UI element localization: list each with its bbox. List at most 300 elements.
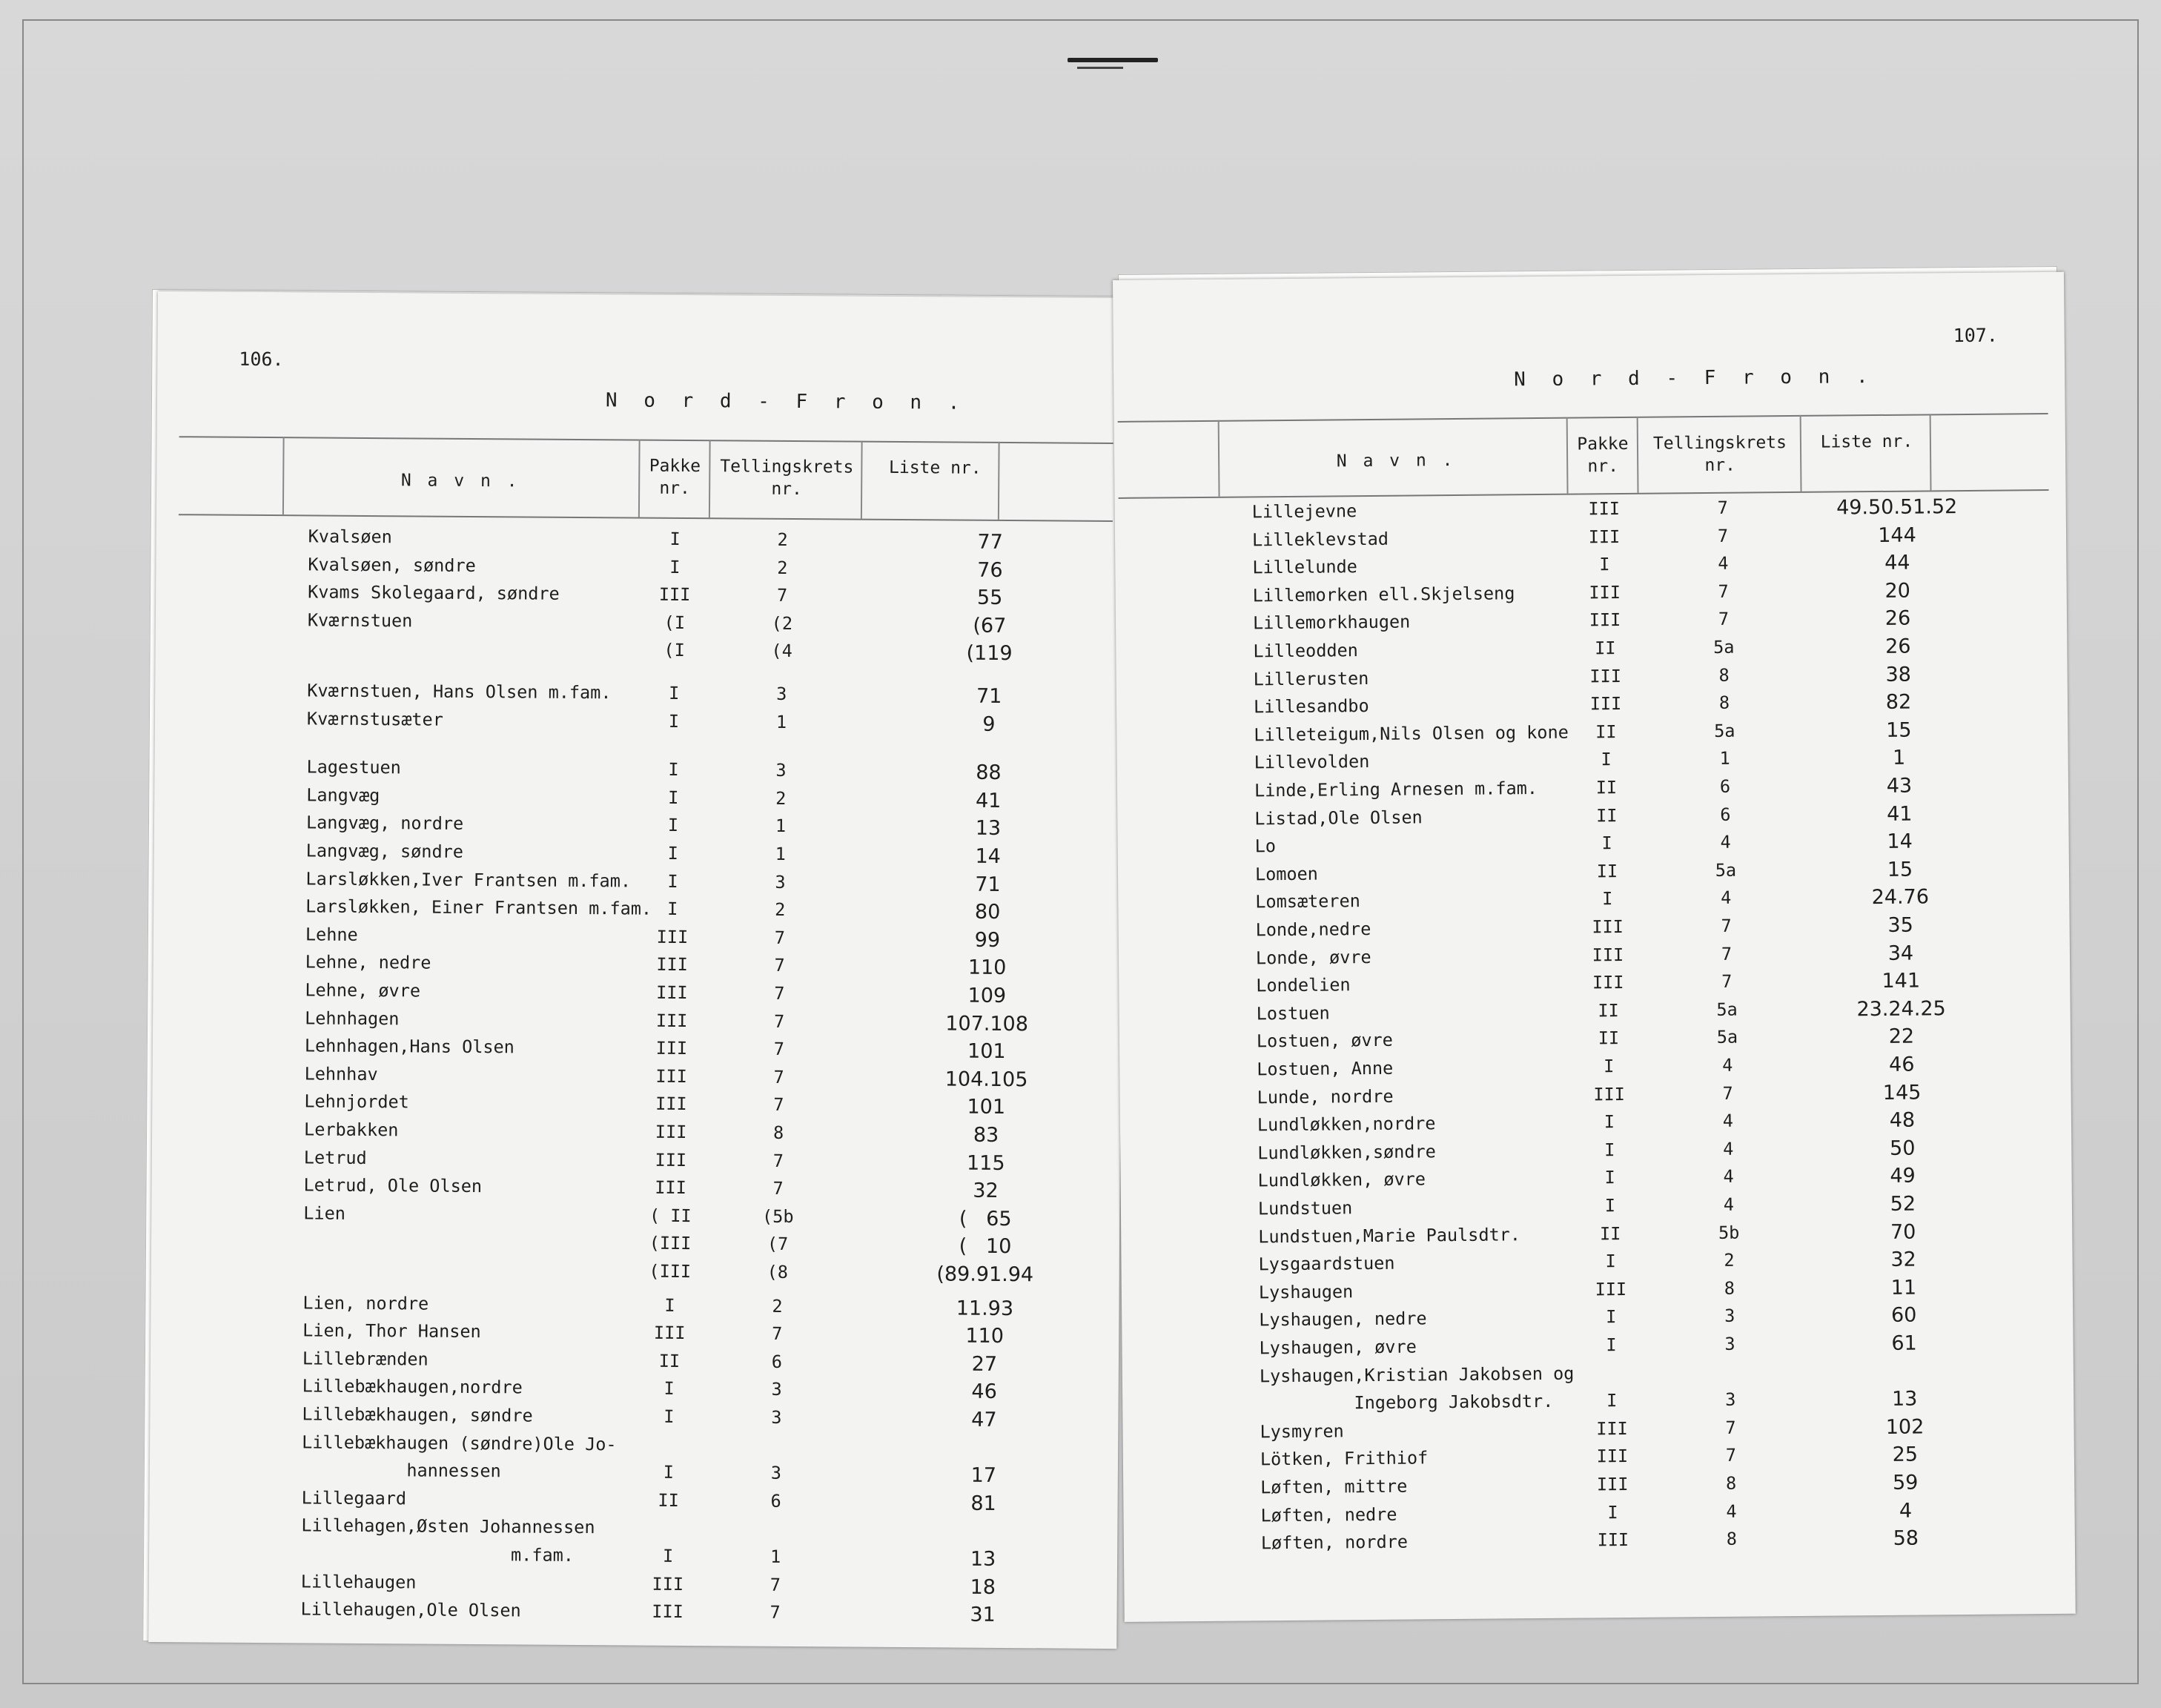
left-row-pakke: III [656,954,688,976]
left-row-liste: 88 [976,761,1002,785]
right-row-krets: 4 [1721,887,1732,909]
right-row-name: Lilleklevstad [1251,528,1389,550]
right-row-liste: 145 [1882,1081,1922,1105]
right-row-pakke: II [1595,638,1616,659]
left-row-pakke: II [658,1489,679,1511]
right-row-name: Lyshaugen [1258,1281,1354,1303]
left-row-liste: (89.91.94 [936,1262,1034,1287]
left-row-krets: 7 [770,1601,781,1623]
right-row-liste: 48 [1889,1108,1916,1133]
left-row-liste: 107.108 [945,1012,1029,1036]
left-row-name: Lerbakken [304,1119,399,1141]
left-row-name: Lehne [305,924,358,945]
right-row-liste: 144 [1878,523,1916,547]
right-row-name: Lunde, nordre [1257,1085,1394,1108]
right-row-pakke: I [1605,1251,1616,1272]
right-page-number: 107. [1953,324,1999,347]
right-row-krets: 7 [1718,580,1729,602]
left-row-liste: ( 65 [959,1207,1012,1231]
right-row-pakke: I [1606,1334,1617,1356]
left-page [148,291,1126,1649]
right-row-liste: 35 [1887,913,1913,937]
left-row-krets: 7 [772,1323,783,1345]
right-row-pakke: I [1604,1111,1615,1133]
left-row-krets: (2 [771,612,793,634]
left-row-krets: 7 [773,1094,784,1116]
right-row-krets [1697,1361,1764,1362]
right-row-pakke: II [1595,721,1617,743]
right-row-name: Lillemorkhaugen [1252,611,1411,634]
left-row-name: Lillehaugen,Ole Olsen [300,1598,521,1621]
left-row-name: Kværnstusæter [306,708,444,730]
left-row-krets: 6 [771,1351,783,1372]
left-row-liste: 41 [975,789,1002,812]
left-row-liste: 99 [974,928,1001,952]
left-row-liste: 76 [977,558,1003,582]
left-row-pakke: III [652,1573,684,1595]
left-row-pakke: I [668,710,680,732]
right-row-pakke: III [1589,609,1621,631]
right-row-krets: 5b [1718,1222,1740,1243]
right-row-liste: 13 [1891,1387,1918,1411]
right-row-name: Londe,nedre [1255,918,1371,941]
right-col-divider-5 [1930,414,1932,490]
right-row-liste: 70 [1890,1220,1916,1244]
left-row-pakke: I [669,682,680,704]
left-row-name: Lillehagen,Østen Johannessen [301,1515,595,1538]
right-row-krets: 4 [1720,831,1731,853]
right-row-name: Lysmyren [1260,1420,1344,1443]
right-row-name: Lillerusten [1253,667,1369,689]
left-row-pakke: I [669,528,681,549]
left-row-name: Langvæg, søndre [305,840,464,862]
left-row-pakke [635,1517,701,1518]
right-row-pakke: III [1596,1473,1629,1495]
left-row-pakke: III [656,926,689,947]
left-row-name: Lillegaard [301,1487,407,1509]
left-row-name: Lehnhagen [305,1007,400,1029]
left-row-pakke: I [663,1378,675,1400]
right-row-krets: 5a [1714,720,1735,741]
left-row-krets: 3 [776,683,787,704]
left-row-pakke: I [668,787,679,808]
left-row-krets: 1 [775,711,787,732]
left-row-pakke: I [667,898,678,920]
right-row-krets: 7 [1717,497,1728,518]
left-row-krets [743,1434,810,1435]
right-row-name: Lilleteigum,Nils Olsen og kone [1254,721,1569,746]
right-row-pakke: I [1606,1390,1618,1411]
left-row-pakke: III [655,1065,687,1087]
left-page-number: 106. [239,348,284,371]
right-row-pakke: I [1604,1139,1615,1161]
right-row-pakke: III [1596,1417,1628,1440]
left-row-name: Kvalsøen, søndre [308,554,476,576]
left-row-pakke: III [655,1037,688,1059]
left-row-name: Lehnjordet [304,1090,409,1113]
left-row-liste: (119 [966,642,1013,666]
left-row-krets: 3 [775,871,786,893]
left-row-pakke: (I [663,640,685,661]
left-row-krets: 7 [772,1150,784,1171]
left-table-row [155,707,1123,741]
left-row-name: Letrud [303,1146,367,1168]
left-header-name: N a v n . [400,471,520,491]
right-row-pakke: III [1588,498,1621,520]
left-row-pakke: I [662,1545,674,1566]
right-row-krets: 4 [1722,1054,1733,1076]
right-row-krets: 4 [1723,1166,1734,1188]
right-row-krets: 3 [1725,1388,1736,1411]
right-row-liste: 52 [1890,1192,1916,1216]
left-row-pakke: ( II [649,1205,692,1226]
right-row-krets: 4 [1718,552,1729,575]
right-header-krets: Tellingskrets nr. [1652,433,1787,476]
right-row-krets: 4 [1722,1110,1734,1132]
right-row-liste: 23.24.25 [1856,997,1946,1022]
left-row-name: Kværnstuen, Hans Olsen m.fam. [307,680,612,704]
left-row-pakke: (III [649,1260,692,1282]
left-row-name: Kvalsøen [308,526,392,548]
right-row-pakke: III [1592,972,1624,993]
left-page-title: N o r d - F r o n . [605,389,967,414]
left-col-divider-5 [998,442,1000,520]
left-row-pakke: III [655,1176,686,1199]
left-row-liste: 32 [973,1179,999,1203]
left-row-krets: 6 [770,1490,781,1512]
right-row-liste: 50 [1889,1136,1916,1160]
right-row-pakke: I [1606,1306,1617,1328]
left-row-pakke: I [667,870,678,892]
left-col-divider-3 [709,440,711,517]
right-row-name: Londelien [1256,974,1351,996]
right-col-divider-1 [1218,420,1220,497]
left-row-liste: 46 [971,1380,997,1404]
right-row-krets: 1 [1719,748,1730,769]
right-row-krets: 5a [1716,999,1738,1020]
right-row-krets: 3 [1724,1333,1735,1354]
left-row-name: Letrud, Ole Olsen [303,1174,483,1197]
left-row-name: Lillehaugen [300,1570,417,1593]
top-rule-mark-secondary [1077,67,1123,69]
right-row-name: Lyshaugen,Kristian Jakobsen og [1259,1363,1575,1386]
right-row-name: Lysgaardstuen [1258,1252,1395,1275]
right-row-krets: 5a [1716,1027,1738,1048]
right-header-pakke: Pakke nr. [1577,434,1629,477]
right-row-name: Lostuen, Anne [1257,1057,1394,1080]
left-row-pakke: I [667,815,679,836]
right-row-krets: 4 [1726,1500,1737,1522]
right-page-title: N o r d - F r o n . [1514,365,1876,391]
right-row-krets: 7 [1717,525,1729,546]
left-row-liste: 13 [970,1547,996,1571]
left-row-name: Lien, nordre [302,1291,429,1314]
left-row-name: Lehne, nedre [305,951,431,973]
left-row-krets: (7 [767,1234,789,1255]
left-row-name: Lehnhagen,Hans Olsen [304,1035,514,1058]
right-row-krets: 7 [1721,970,1733,993]
right-header-name: N a v n . [1336,450,1456,471]
right-row-name: Lillevolden [1254,751,1370,773]
right-row-pakke: I [1607,1501,1618,1523]
left-row-krets: 7 [776,585,788,606]
right-col-divider-3 [1637,417,1639,493]
right-row-name: Lostuen, øvre [1256,1030,1394,1052]
right-row-liste: 34 [1887,941,1914,965]
left-row-name: Lillebækhaugen, søndre [302,1403,533,1426]
right-row-name: Lillesandbo [1253,695,1369,718]
left-row-liste: 18 [970,1575,996,1599]
right-row-liste: 22 [1888,1025,1915,1049]
right-row-krets: 7 [1721,915,1732,936]
right-row-pakke: I [1602,888,1613,910]
left-row-krets: 2 [775,899,786,921]
left-row-liste: 109 [967,984,1007,1008]
left-row-krets: 7 [772,1178,784,1199]
left-row-name: Lillebækhaugen,nordre [302,1375,523,1398]
left-row-pakke: I [667,842,678,864]
left-row-pakke: III [655,1121,687,1143]
left-row-liste: 27 [971,1352,998,1376]
right-row-liste: 14 [1887,830,1913,854]
right-row-name: Lillemorken ell.Skjelseng [1252,583,1515,606]
right-row-pakke: III [1596,1446,1629,1467]
left-col-divider-1 [282,437,285,514]
left-row-krets: (5b [761,1205,794,1227]
right-row-liste: 15 [1887,858,1913,881]
left-row-liste: 13 [975,817,1002,841]
right-row-name: Lundløkken, øvre [1257,1168,1426,1191]
right-row-liste: 26 [1885,635,1911,658]
left-header-pakke: Pakke nr. [649,456,701,499]
right-row-name: Lo [1254,835,1277,857]
right-row-name: Lilleodden [1253,640,1358,662]
right-row-pakke: I [1604,1195,1616,1217]
right-page [1113,272,2076,1622]
right-row-name: Lomsæteren [1255,890,1360,913]
left-row-pakke: III [653,1322,686,1344]
left-row-liste: 17 [970,1463,997,1488]
left-row-liste: 11.93 [956,1297,1014,1320]
left-row-liste: 47 [971,1408,997,1431]
right-row-krets: 8 [1718,664,1730,686]
right-row-name: Lillejevne [1251,500,1357,523]
right-row-name: Lundløkken,søndre [1257,1141,1436,1164]
left-row-pakke: I [668,759,679,781]
left-row-krets: 1 [775,843,786,864]
left-col-divider-4 [861,441,863,519]
left-row-name: Larsløkken,Iver Frantsen m.fam. [305,868,632,892]
right-row-name: Lyshaugen, øvre [1259,1336,1417,1359]
left-row-pakke: III [656,982,688,1004]
right-row-liste: 24.76 [1871,885,1930,910]
right-row-liste: 32 [1890,1248,1916,1272]
right-row-krets: 7 [1718,609,1730,630]
left-row-krets: 3 [771,1406,782,1428]
right-row-name: Lötken, Frithiof [1260,1447,1429,1470]
left-row-liste: 55 [976,586,1003,610]
left-row-pakke: I [663,1461,675,1483]
right-row-name: Lillelunde [1252,556,1357,578]
right-row-krets: 7 [1722,1082,1733,1104]
left-row-name: m.fam. [301,1543,575,1566]
left-row-krets: 8 [772,1122,784,1143]
left-row-liste: 83 [973,1123,999,1147]
right-header-liste: Liste nr. [1820,431,1913,452]
right-row-liste: 38 [1885,663,1911,686]
left-row-pakke: (I [663,612,686,633]
right-row-pakke: II [1596,804,1618,826]
right-row-pakke: III [1592,944,1624,965]
right-row-pakke: III [1588,526,1621,548]
right-row-liste: 25 [1892,1443,1919,1467]
left-row-name: Lehne, øvre [305,979,421,1002]
right-row-liste: 60 [1890,1303,1917,1328]
right-row-krets: 4 [1723,1194,1735,1215]
left-row-name: Lien, Thor Hansen [302,1320,481,1343]
left-row-name: Lillebrænden [302,1348,428,1370]
left-row-krets: 1 [770,1546,781,1567]
left-row-liste: 9 [982,712,996,736]
right-row-liste: 46 [1888,1053,1915,1076]
right-row-name: Lomoen [1254,863,1319,885]
left-table-row [151,1257,1119,1291]
right-row-liste: 15 [1886,718,1912,742]
right-row-pakke: III [1593,1083,1625,1105]
right-row-liste: 102 [1885,1415,1925,1439]
right-row-pakke: III [1592,916,1624,938]
right-row-liste: 44 [1884,551,1910,575]
right-col-divider-4 [1800,415,1802,491]
right-row-name: Linde,Erling Arnesen m.fam. [1254,778,1538,801]
left-row-liste: 110 [965,1324,1005,1348]
left-row-pakke: III [655,1149,687,1171]
left-row-pakke: II [658,1350,681,1371]
left-row-liste: ( 10 [959,1234,1012,1259]
left-row-name: Lagestuen [306,756,401,778]
left-row-krets: 7 [773,1066,784,1088]
right-row-pakke: II [1598,1027,1620,1049]
left-row-liste: 14 [975,844,1001,868]
right-row-name: Listad,Ole Olsen [1254,806,1423,829]
left-row-name: Larsløkken, Einer Frantsen m.fam. [305,896,652,919]
right-row-liste [1838,1360,1971,1361]
right-header-top-line [1118,413,2048,423]
left-row-name: Langvæg, nordre [305,812,464,835]
left-row-name: Lien [303,1202,346,1224]
right-row-krets: 4 [1723,1138,1734,1159]
left-row-liste: 31 [970,1603,996,1627]
right-row-liste: 11 [1890,1276,1917,1300]
left-table-row [155,636,1123,669]
right-row-krets: 3 [1724,1305,1735,1327]
left-row-name: Langvæg [306,784,380,806]
right-row-pakke: I [1599,554,1610,575]
right-row-liste: 41 [1887,802,1913,826]
left-row-krets [742,1518,809,1519]
left-row-krets: (4 [771,640,792,662]
right-row-krets: 8 [1726,1528,1738,1550]
left-row-pakke: I [663,1406,675,1427]
right-row-krets: 7 [1725,1417,1736,1438]
left-row-name: Lehnhav [304,1063,378,1085]
right-row-pakke: II [1599,1222,1621,1244]
left-row-krets: 7 [774,955,785,976]
left-row-liste: 81 [970,1492,996,1515]
right-row-liste: 49 [1890,1164,1916,1188]
left-row-krets: 2 [777,529,788,550]
right-row-name: Lostuen [1256,1002,1330,1025]
left-row-krets: 7 [774,927,786,948]
right-row-pakke: I [1601,833,1612,854]
right-row-krets: 7 [1721,943,1733,964]
right-row-name: Løften, nedre [1260,1503,1397,1526]
left-row-krets: 7 [773,1039,785,1060]
left-row-pakke: (III [649,1233,692,1254]
left-row-pakke: I [664,1294,675,1316]
right-col-divider-2 [1566,417,1569,494]
right-row-name: Lundstuen,Marie Paulsdtr. [1258,1223,1521,1247]
left-row-liste [917,1436,1050,1437]
left-table-row [148,1598,1116,1631]
right-row-pakke: III [1595,1278,1627,1300]
right-row-name: Lundstuen [1257,1197,1353,1219]
left-header-bottom-line [179,514,1113,522]
left-header-top-line [179,436,1113,444]
right-row-liste: 82 [1885,690,1912,715]
left-row-pakke: III [652,1601,684,1623]
left-row-krets: 2 [777,557,788,578]
right-row-pakke: I [1601,749,1612,770]
left-row-krets: 3 [770,1462,782,1484]
right-row-liste: 59 [1892,1471,1919,1494]
top-rule-mark [1068,58,1158,62]
left-row-pakke: III [655,1093,687,1115]
left-row-pakke: III [658,583,691,606]
right-row-krets: 8 [1725,1472,1737,1494]
left-row-krets: 3 [771,1379,782,1400]
left-header-liste: Liste nr. [888,457,982,478]
right-row-liste: 141 [1882,969,1921,993]
right-row-krets: 5a [1715,859,1737,881]
left-row-pakke: I [669,556,681,577]
left-row-liste: 104.105 [944,1068,1028,1092]
left-row-krets: 1 [775,815,787,837]
left-row-name: Kvams Skolegaard, søndre [308,581,560,604]
right-row-pakke: III [1589,665,1622,686]
right-row-liste: 58 [1893,1526,1919,1551]
left-row-name: Kværnstuen [307,609,413,632]
right-row-pakke: III [1597,1529,1629,1551]
right-row-liste: 49.50.51.52 [1836,495,1958,520]
left-row-liste: 71 [976,684,1002,708]
right-row-liste: 61 [1891,1331,1917,1355]
right-row-pakke: III [1589,693,1622,715]
left-row-krets: 7 [774,982,785,1004]
right-row-liste: 26 [1884,607,1911,631]
right-row-pakke: II [1598,999,1619,1022]
right-row-pakke [1578,1362,1645,1363]
right-row-name: Løften, nordre [1260,1531,1409,1554]
right-row-name: Londe, øvre [1255,946,1371,968]
left-row-krets: 7 [773,1010,785,1032]
left-row-name: Lillebækhaugen (søndre)Ole Jo- [302,1431,617,1454]
left-row-pakke: III [655,1010,688,1031]
right-row-krets: 6 [1720,804,1731,825]
right-row-liste: 20 [1884,579,1911,603]
left-row-liste: (67 [973,614,1007,638]
right-row-liste: 4 [1899,1499,1913,1523]
